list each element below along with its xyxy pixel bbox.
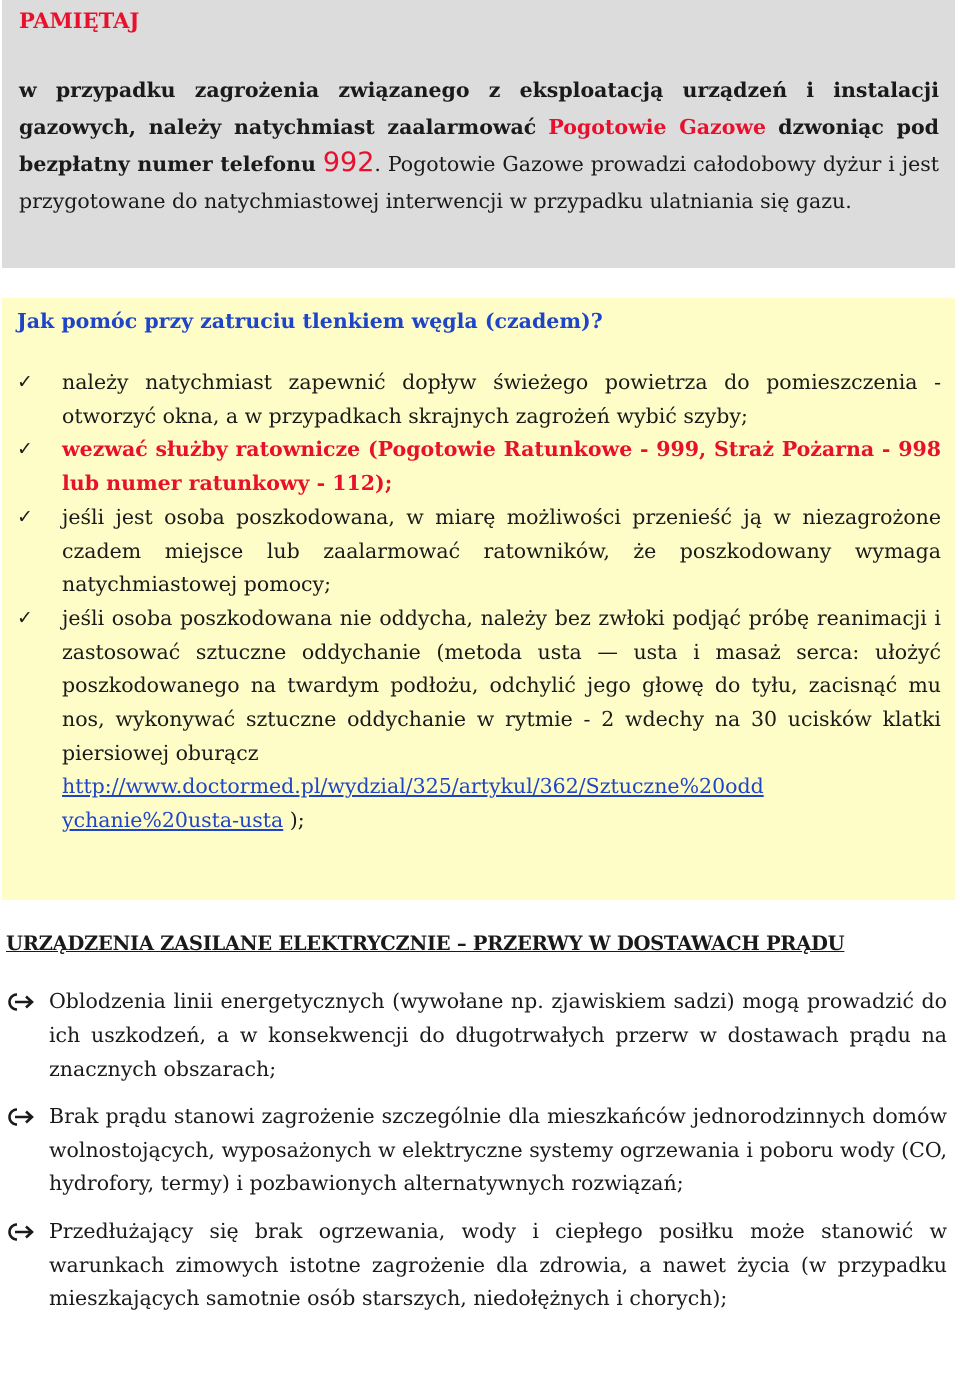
list-item: [17, 501, 941, 602]
list-item: [17, 366, 941, 433]
list-item-text: należy natychmiast zapewnić dopływ świeżego powietrza do pomieszczenia - otworzyć okna, a w przypadkach skrajnych zagrożeń wybić szyby;: [62, 370, 941, 428]
doctormed-link-continued[interactable]: [62, 808, 283, 832]
notice-bold-text-2: dzwoniąc pod bezpłatny numer telefonu: [19, 114, 939, 176]
co-help-title: Jak pomóc przy zatruciu tlenkiem węgla (czadem)?: [17, 309, 603, 333]
list-item: [17, 602, 941, 838]
list-item: [6, 1215, 947, 1316]
phone-number: 992: [322, 147, 375, 178]
list-item-text: wezwać służby ratownicze (Pogotowie Ratunkowe - 999, Straż Pożarna - 998 lub numer ratunkowy - 112);: [62, 437, 941, 496]
notice-bold-text: w przypadku zagrożenia związanego z eksploatacją urządzeń i instalacji gazowych, należy natychmiast zaalarmować: [19, 78, 939, 139]
notice-rest-text: . Pogotowie Gazowe prowadzi całodobowy dyżur i jest przygotowane do natychmiastowej interwencji w przypadku ulatniania się gazu.: [19, 152, 939, 213]
link-text-part-2: ychanie%20usta-usta: [62, 808, 284, 833]
power-section-heading: URZĄDZENIA ZASILANE ELEKTRYCZNIE – PRZERWY W DOSTAWACH PRĄDU: [6, 932, 845, 955]
arrow-right-icon: [6, 1107, 34, 1127]
gas-service-name: Pogotowie Gazowe: [548, 114, 767, 139]
list-item: [17, 433, 941, 500]
check-icon: ✓: [17, 505, 33, 528]
arrow-right-icon: [6, 992, 34, 1012]
notice-heading: PAMIĘTAJ: [19, 8, 140, 33]
link-text-part-1: http://www.doctormed.pl/wydzial/325/artykul/362/Sztuczne%20odd: [62, 774, 764, 799]
list-item-text: Brak prądu stanowi zagrożenie szczególnie dla mieszkańców jednorodzinnych domów wolnostojących, wyposażonych w elektryczne systemy ogrzewania i poboru wody (CO, hydrofory, termy) i pozbawionych alternatywnych rozwiązań;: [49, 1103, 947, 1196]
list-item-text: Przedłużający się brak ogrzewania, wody i ciepłego posiłku może stanowić w warunkach zimowych istotne zagrożenie dla zdrowia, a nawet życia (w przypadku mieszkających samotnie osób starszych, niedołężnych i chorych);: [49, 1218, 947, 1311]
notice-paragraph: [19, 72, 939, 219]
arrow-right-icon: [6, 1222, 34, 1242]
list-item-text: jeśli jest osoba poszkodowana, w miarę możliwości przenieść ją w niezagrożone czadem miejsce lub zaalarmować ratowników, że poszkodowany wymaga natychmiastowej pomocy;: [62, 504, 941, 597]
list-item-text: Oblodzenia linii energetycznych (wywołane np. zjawiskiem sadzi) mogą prowadzić do ich uszkodzeń, a w konsekwencji do długotrwałych przerw w dostawach prądu na znacznych obszarach;: [49, 989, 947, 1081]
check-icon: ✓: [17, 371, 33, 393]
power-list: [6, 985, 947, 1330]
doctormed-link[interactable]: [62, 770, 941, 804]
co-help-list: [17, 366, 941, 838]
link-suffix: );: [283, 808, 305, 833]
check-icon: ✓: [17, 606, 33, 629]
check-icon: ✓: [17, 438, 33, 461]
list-item: [6, 1100, 947, 1201]
list-item: [6, 985, 947, 1086]
list-item-text: jeśli osoba poszkodowana nie oddycha, należy bez zwłoki podjąć próbę reanimacji i zastosować sztuczne oddychanie (metoda usta — usta i masaż serca: ułożyć poszkodowanego na twardym podłożu, odchylić jego głowę do tyłu, zacisnąć mu nos, wykonywać sztuczne oddychanie w rytmie - 2 wdechy na 30 ucisków klatki piersiowej oburącz: [62, 605, 941, 765]
